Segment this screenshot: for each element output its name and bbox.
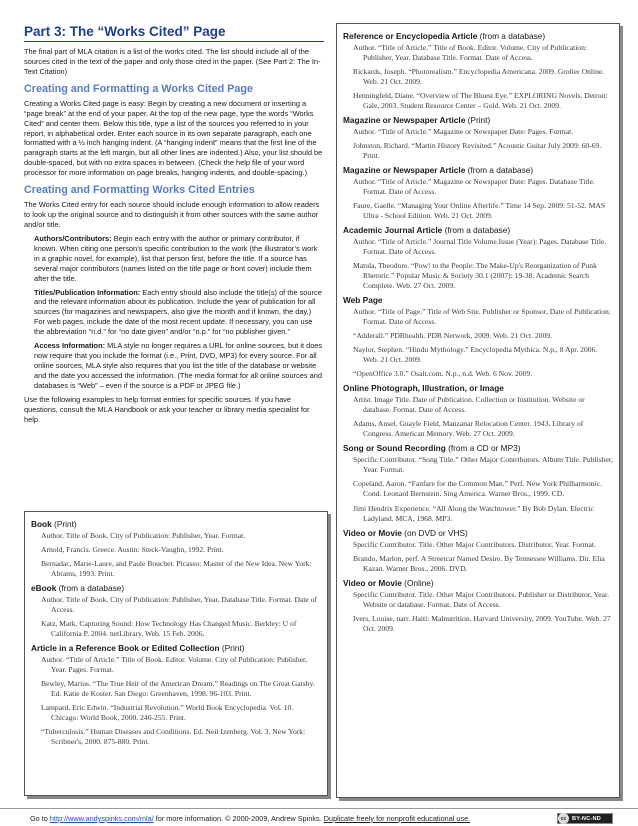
category-heading <box>343 115 613 125</box>
category-format: (Print) <box>51 519 77 529</box>
category-name: Video or Movie <box>343 527 402 538</box>
category-heading <box>343 443 613 453</box>
citation-entry: Author. “Title of Article.” Magazine or Newspaper Date: Pages. Database Title. Format. Date of Access. <box>353 177 595 197</box>
category-name: Magazine or Newspaper Article <box>343 115 466 126</box>
category-name: eBook <box>31 583 57 594</box>
online-examples-box <box>336 23 620 798</box>
intro-paragraph: The final part of MLA citation is a list of the works cited. The list should include all of the sources cited in the text of the paper and only those cited in the paper. (See Part 2: The In-Text Citation) <box>24 47 321 76</box>
section-page-paragraph: Creating a Works Cited page is easy: Begin by creating a new document or inserting a “page break” at the end of your paper. At the top of the new page, type the words “Works Cited” and center them. Below this title, type a list of the sources you referred to in your report, in alphabetical order. Enter each source in its own separate paragraph, each one formatted with a ½ inch hanging indent. (A “hanging indent” means that the first line of the paragraph starts at the left margin, but all other lines are indented.) Also, your list should be double-spaced, but with no extra spaces in between. (Check the help file of your word processor for more information on page breaks, hanging indents, and double-spacing.) <box>24 98 323 178</box>
citation-entry: Specific Contributor. Title. Other Major Contributors. Publisher or Distributor, Year. Website or database. Format. Date of Access. <box>353 589 609 609</box>
footer-text <box>30 814 470 823</box>
category-format: (Print) <box>465 115 491 126</box>
category-name: Book <box>31 519 52 529</box>
citation-entry: Naylor, Stephen. “Hindu Mythology.” Encyclopedia Mythica. N.p., 8 Apr. 2006. Web. 21 Oct. 2009. <box>353 345 598 365</box>
closing-paragraph: Use the following examples to help format entries for specific sources. If you have questions, consult the MLA Handbook or ask your teacher or library media specialist for help. <box>24 394 310 424</box>
category-name: Song or Sound Recording <box>343 443 446 454</box>
citation-entry: Artist. Image Title. Date of Publication. Collection or Institution. Website or database. Format. Date of Access. <box>353 395 585 415</box>
citation-entry: Author. “Title of Page.” Title of Web Site. Publisher or Sponsor, Date of Publication. Format. Date of Access. <box>353 307 611 327</box>
citation-entry: Rickards, Joseph. “Photorealism.” Encyclopedia Americana. 2009. Grolier Online. Web. 21 Oct. 2009. <box>353 67 605 87</box>
citation-entry: Author. “Title of Article.” Magazine or Newspaper Date: Pages. Format. <box>353 127 574 137</box>
citation-entry: Specific Contributor. Title. Other Major Contributors. Distributor, Year. Format. <box>353 539 596 549</box>
category-name: Video or Movie <box>343 577 402 588</box>
category-heading <box>343 31 613 41</box>
citation-entry: “Adderall.” PDRhealth. PDR Network, 2009. Web. 21 Oct. 2009. <box>353 331 552 341</box>
access-label: Access Information: <box>34 341 106 351</box>
category-format: (from a CD or MP3) <box>445 443 521 454</box>
category-format: (from a database) <box>465 165 534 176</box>
footer-copyright: for more information. © 2000-2009, Andrew Spinks. <box>153 814 324 823</box>
category-name: Article in a Reference Book or Edited Collection <box>31 643 220 654</box>
category-heading <box>31 583 321 593</box>
category-format: (on DVD or VHS) <box>401 527 468 538</box>
citation-entry: Author. Title of Book. City of Publication: Publisher, Year. Database Title. Format. Date of Access. <box>41 595 318 615</box>
cc-license-label: BY-NC-ND <box>572 815 601 822</box>
left-column <box>24 24 324 429</box>
cc-icon: cc <box>558 813 569 824</box>
website-link[interactable]: http://www.andyspinks.com/mla/ <box>49 814 154 823</box>
element-notes <box>24 234 324 391</box>
category-format: (from a database) <box>477 31 546 41</box>
citation-entry: “Tuberculosis.” Human Diseases and Conditions. Ed. Neil Izenberg. Vol. 3. New York: Scribner's, 2000. 875-880. Print. <box>41 727 306 747</box>
citation-entry: Arnold, Francis. Greece. Austin: Steck-Vaughn, 1992. Print. <box>41 545 224 555</box>
category-heading <box>343 578 613 588</box>
category-heading <box>343 528 613 538</box>
citation-entry: “OpenOffice 3.0.” Osalt.com. N.p., n.d. Web. 6 Nov. 2009. <box>353 369 533 379</box>
category-heading <box>31 519 321 529</box>
category-name: Online Photograph, Illustration, or Image <box>343 383 504 394</box>
citation-entry: Author. “Title of Article.” Title of Book. Editor. Volume. City of Publication: Publisher, Year. Pages. Format. <box>41 655 308 675</box>
citation-entry: Katz, Mark. Capturing Sound: How Technology Has Changed Music. Berkley: U of California P, 2004. netLibrary. Web. 15 Feb. 2006. <box>41 619 297 639</box>
section-heading-entries: Creating and Formatting Works Cited Entries <box>24 184 255 197</box>
authors-note <box>34 234 324 284</box>
citation-entry: Matula, Theodore. “Pow! to the People: The Make-Up's Reorganization of Punk Rhetoric.” Popular Music & Society 30.1 (2007): 19-38. Academic Search Complete. Web. 27 Oct. 2009. <box>353 261 597 291</box>
citation-entry: Adams, Ansel. Guayle Field, Manzanar Relocation Center. 1943. Library of Congress. American Memory. Web. 27 Oct. 2009. <box>353 419 584 439</box>
section-entries-paragraph: The Works Cited entry for each source should include enough information to allow readers to look up the original source and to distinguish it from other sources with the same author and/or title. <box>24 200 320 229</box>
titles-text: Each entry should also include the title(s) of the source and the relevant information about its publication. Include the year of publication for all sources (for magazines and newspapers, also give the month and if known, the day.) For web pages, include the date of the most recent update. If necessary, you can use the abbreviation “n.d.” for “no date given” and/or “n.p.” for “no publisher given.” <box>34 287 322 337</box>
footer-notice: Duplicate freely for nonprofit educational use. <box>323 814 471 823</box>
citation-entry: Bewley, Marius. “The True Heir of the American Dream.” Readings on The Great Gatsby. Ed. Katie de Koster. San Diego: Greenhaven, 1998. 96-103. Print. <box>41 679 315 699</box>
category-heading <box>343 295 613 305</box>
category-name: Academic Journal Article <box>343 225 443 236</box>
citation-entry: Author. Title of Book. City of Publication: Publisher, Year. Format. <box>41 531 246 540</box>
section-heading-page: Creating and Formatting a Works Cited Page <box>24 82 253 95</box>
citation-entry: Lampard, Eric Edwin. “Industrial Revolution.” World Book Encyclopedia. Vol. 10. Chicago: World Book, 2000. 246-255. Print. <box>41 703 294 723</box>
citation-entry: Jimi Hendrix Experience. “All Along the Watchtower.” By Bob Dylan. Electric Ladyland. MCA, 1968. MP3. <box>353 503 594 523</box>
citation-entry: Author. “Title of Article.” Journal Title Volume.Issue (Year): Pages. Database Title. Format. Date of Access. <box>353 237 607 257</box>
category-format: (Online) <box>401 577 434 588</box>
citation-entry: Faure, Gaelle. “Managing Your Online Afterlife.” Time 14 Sep. 2009: 51-52. MAS Ultra - School Edition. Web. 21 Oct. 2009. <box>353 201 606 221</box>
citation-entry: Specific Contributor. “Song Title.” Other Major Contributors. Album Title. Publisher, Year. Format. <box>353 455 613 475</box>
citation-entry: Bernadac, Marie-Laure, and Paule Bouchet. Picasso: Master of the New Idea. New York: Abrams, 1993. Print. <box>41 559 312 579</box>
citation-entry: Author. “Title of Article.” Title of Book. Editor. Volume. City of Publication: Publisher, Year. Database Title. Format. Date of Access. <box>353 43 588 63</box>
authors-label: Authors/Contributors: <box>34 233 112 243</box>
titles-note <box>34 288 324 338</box>
footer-prefix: Go to <box>30 814 50 823</box>
category-name: Magazine or Newspaper Article <box>343 165 466 176</box>
category-format: (from a database) <box>442 225 511 236</box>
access-note <box>34 341 324 391</box>
category-name: Web Page <box>343 295 383 306</box>
category-name: Reference or Encyclopedia Article <box>343 31 478 41</box>
category-format: (from a database) <box>56 583 125 594</box>
category-heading <box>31 643 321 653</box>
citation-entry: Henningfeld, Diane. “Overview of The Bluest Eye.” EXPLORING Novels. Detroit: Gale, 2003. Student Resource Center – Gold. Web. 21 Oct. 2009. <box>353 91 608 111</box>
category-heading <box>343 383 613 393</box>
print-examples-box <box>24 511 328 796</box>
cc-license-badge <box>557 813 613 824</box>
citation-entry: Johnston, Richard. “Martin History Revisited.” Acoustic Guitar July 2009: 60-69. Print. <box>353 141 602 161</box>
page-title: Part 3: The “Works Cited” Page <box>24 24 324 42</box>
category-heading <box>343 225 613 235</box>
access-text: MLA style no longer requires a URL for online sources, but it does now require that you include the format (i.e., Print, DVD, MP3) for every source. For all online sources, MLA style also requires that you list the title of the database or website and the date you accessed the information. (The media format for all online sources and databases is “Web” – even if the source is a PDF or JPEG file.) <box>34 341 323 390</box>
titles-label: Titles/Publication Information: <box>34 287 141 297</box>
category-heading <box>343 165 613 175</box>
authors-text: Begin each entry with the author or primary contributor, if known. When citing one person’s specific contribution to the work (the illustrator’s work in a graphic novel, for example), list that person first, before the title. If a source has several major contributors (names listed on the title page or front cover) include them after the title. <box>34 233 318 283</box>
citation-entry: Copeland, Aaron. “Fanfare for the Common Man.” Perf. New York Philharmonic. Cond. Leonard Bernstein. Sing America. Warner Bros., 1999. CD. <box>353 479 602 499</box>
page-footer <box>0 808 638 826</box>
citation-entry: Brando, Marlon, perf. A Streetcar Named Desire. By Tennessee Williams. Dir. Elia Kazan. Warner Bros., 2006. DVD. <box>353 553 605 573</box>
category-format: (Print) <box>219 643 245 654</box>
citation-entry: Ivers, Louise, narr. Haiti: Malnutrition. Harvard University, 2009. YouTube. Web. 27 Oct. 2009. <box>353 613 611 633</box>
